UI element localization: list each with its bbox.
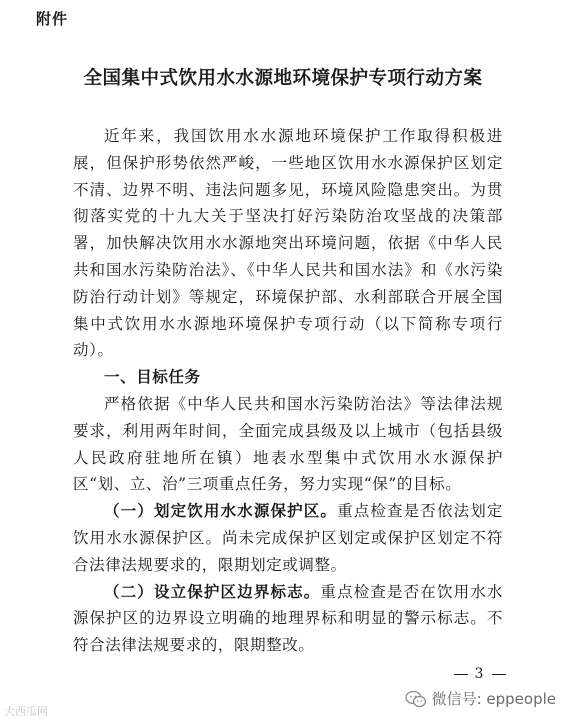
- item-body-1: 重点检查是否依法划定饮用水水源保护区。尚未完成保护区划定或保护区划定不符合法律法规要求的，限期划定或调整。: [73, 502, 503, 574]
- item-lead-2: （二）设立保护区边界标志。: [104, 581, 321, 601]
- section-paragraph: 严格依据《中华人民共和国水污染防治法》等法律法规要求，利用两年时间，全面完成县级及以上城市（包括县级人民政府驻地所在镇）地表水型集中式饮用水水源保护区“划、立、治”三项重点任务，努力实现“保”的目标。: [73, 394, 503, 494]
- page-number-value: 3: [474, 666, 486, 682]
- watermark-right: [405, 688, 556, 709]
- section-heading: 一、目标任务: [104, 368, 201, 387]
- page-dash-left: [454, 674, 468, 675]
- wechat-id-text: 微信号: eppeople: [431, 690, 556, 708]
- document-title: 全国集中式饮用水水源地环境保护专项行动方案: [83, 68, 483, 89]
- item-paragraph-1: [73, 498, 503, 578]
- page-dash-right: [492, 674, 506, 675]
- watermark-left: 大西瓜网: [4, 705, 48, 718]
- item-body-2: 重点检查是否在饮用水水源保护区的边界设立明确的地理界标和明显的警示标志。不符合法律法规要求的，限期整改。: [73, 582, 503, 655]
- item-paragraph-2: [73, 579, 503, 659]
- item-lead-1: （一）划定饮用水水源保护区。: [104, 501, 338, 521]
- page-number: [440, 666, 520, 682]
- document-body: [73, 123, 503, 659]
- attachment-label: 附件: [36, 10, 69, 28]
- intro-paragraph: 近年来，我国饮用水水源地环境保护工作取得积极进展，但保护形势依然严峻，一些地区饮用水水源保护区划定不清、边界不明、违法问题多见，环境风险隐患突出。为贯彻落实党的十九大关于坚决打好污染防治攻坚战的决策部署，加快解决饮用水水源地突出环境问题，依据《中华人民共和国水污染防治法》、《中华人民共和国水法》和《水污染防治行动计划》等规定，环境保护部、水利部联合开展全国集中式饮用水水源地环境保护专项行动（以下简称专项行动）。: [73, 127, 503, 360]
- wechat-icon: [405, 690, 427, 708]
